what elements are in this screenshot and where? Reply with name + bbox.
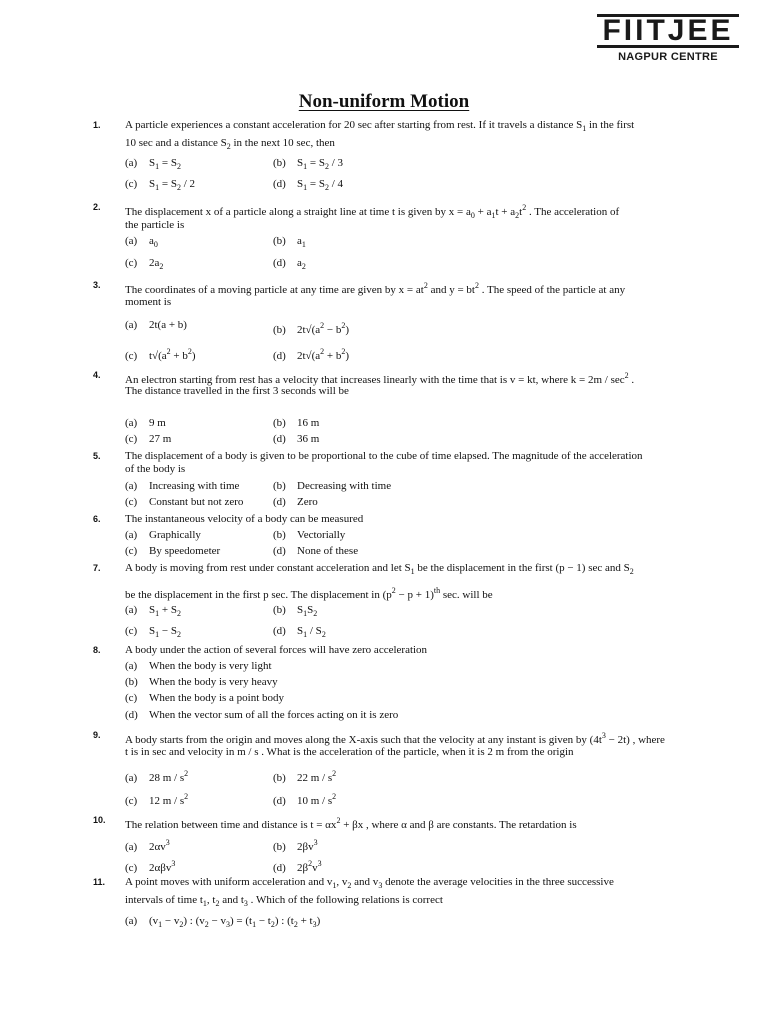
option-label: (b) [125,676,138,688]
option-label: (d) [273,257,286,269]
option-label: (d) [273,862,286,874]
option-text: When the body is very light [149,660,272,672]
option-label: (a) [125,660,138,672]
option-text: 12 m / $s^2$ [149,792,189,807]
option-text: $S_1 - S_2$ [149,625,181,639]
answer-option[interactable] [125,496,243,509]
option-text: 36 m [297,433,320,445]
question-text: The coordinates of a moving particle at any time are given by $x = at^2$ and $y = bt^2$ . The speed of the particle at any [125,281,626,296]
answer-option[interactable] [273,836,318,854]
question-number: 5. [93,451,101,461]
option-text: $2a_2$ [149,257,164,271]
answer-option[interactable] [125,709,398,722]
option-text: Zero [297,496,318,508]
option-label: (a) [125,915,138,927]
option-label: (d) [273,433,286,445]
question-text: An electron starting from rest has a velocity that increases linearly with the time that is v = kt, where $k = 2m / \sec^2$ . [125,371,635,386]
question-number: 9. [93,730,101,740]
option-label: (c) [125,795,138,807]
option-text: When the body is very heavy [149,676,278,688]
option-label: (a) [125,417,138,429]
option-text: $S_1 = S_2 / 4$ [297,178,344,192]
option-text: Constant but not zero [149,496,244,508]
option-label: (c) [125,692,138,704]
option-text: When the vector sum of all the forces acting on it is zero [149,709,399,721]
option-text: 2αβv$^3$ [149,859,176,874]
answer-option[interactable] [273,235,306,251]
question-number: 4. [93,370,101,380]
question-text: The distance travelled in the first 3 seconds will be [125,385,349,397]
option-text: $S_1S_2$ [297,604,318,618]
option-label: (a) [125,157,138,169]
option-label: (c) [125,545,138,557]
question-number: 3. [93,280,101,290]
answer-option[interactable] [125,836,170,854]
option-text: $S_1 = S_2 / 2$ [149,178,196,192]
question-text: intervals of time $t_1$, $t_2$ and $t_3$ . Which of the following relations is correct [125,894,443,908]
option-text: Increasing with time [149,480,240,492]
answer-option[interactable] [273,319,349,337]
answer-option[interactable] [273,178,343,194]
question-number: 7. [93,563,101,573]
fiitjee-logo [597,14,739,63]
answer-option[interactable] [125,692,284,705]
option-text: $a_1$ [297,235,306,249]
option-text: $S_1 + S_2$ [149,604,181,618]
option-label: (a) [125,772,138,784]
answer-option[interactable] [125,178,195,194]
option-text: 22 m / $s^2$ [297,769,337,784]
answer-option[interactable] [273,529,345,542]
question-number: 10. [93,815,106,825]
answer-option[interactable] [125,604,181,620]
question-number: 11. [93,877,106,887]
option-text: None of these [297,545,359,557]
answer-option[interactable] [125,235,158,251]
question-text: A body under the action of several forces will have zero acceleration [125,644,428,656]
answer-option[interactable] [273,345,349,363]
option-label: (d) [273,350,286,362]
question-number: 8. [93,645,101,655]
option-label: (b) [273,235,286,247]
option-text: When the body is a point body [149,692,285,704]
option-text: $S_1 = S_2$ [149,157,181,171]
option-label: (b) [273,772,286,784]
answer-option[interactable] [125,529,201,542]
option-text: 9 m [149,417,166,429]
question-number: 2. [93,202,101,212]
answer-option[interactable] [125,480,239,493]
answer-option[interactable] [125,767,188,785]
answer-option[interactable] [125,257,163,273]
option-label: (c) [125,350,138,362]
question-text: 10 sec and a distance $S_2$ in the next 10 sec, then [125,137,335,151]
question-text: moment is [125,296,172,308]
option-label: (a) [125,480,138,492]
option-label: (b) [273,417,286,429]
option-label: (c) [125,625,138,637]
option-label: (c) [125,433,138,445]
question-text: The instantaneous velocity of a body can be measured [125,513,364,525]
option-text: $a_0$ [149,235,158,249]
question-text: The displacement of a body is given to be proportional to the cube of time elapsed. The magnitude of the acceleration [125,450,643,462]
option-label: (b) [273,324,286,336]
question-number: 6. [93,514,101,524]
question-number: 1. [93,120,101,130]
answer-option[interactable] [273,480,391,493]
option-label: (a) [125,604,138,616]
question-text: A body starts from the origin and moves along the X-axis such that the velocity at any instant is given by $(4t^3 - 2t)$ , where [125,731,665,746]
answer-option[interactable] [125,660,272,673]
option-text: Vectorially [297,529,346,541]
question-text: of the body is [125,463,186,475]
option-text: $(v_1 - v_2)$ : $(v_2 - v_3) = (t_1 - t_2)$ : $(t_2 + t_3)$ [149,915,321,929]
option-text: $2t√(a^2 - b^2)$ [297,321,350,336]
option-text: $2\beta v^3$ [297,838,318,853]
option-label: (b) [273,604,286,616]
option-text: $2\beta^2v^3$ [297,859,322,874]
option-text: Decreasing with time [297,480,392,492]
question-text: the particle is [125,219,185,231]
option-label: (d) [273,545,286,557]
answer-option[interactable] [125,319,187,332]
option-text: 27 m [149,433,172,445]
option-label: (d) [125,709,138,721]
option-label: (a) [125,319,138,331]
option-label: (c) [125,496,138,508]
answer-option[interactable] [273,767,336,785]
logo-wordmark: FIITJEE [597,14,739,48]
question-text: The displacement x of a particle along a straight line at time t is given by $x = a_0 + a_1t + a_2t^2$ . The acceleration of [125,203,620,220]
answer-option[interactable] [125,157,181,173]
answer-option[interactable] [125,417,166,430]
option-label: (a) [125,529,138,541]
answer-option[interactable] [125,857,175,875]
answer-option[interactable] [125,625,181,641]
option-label: (a) [125,841,138,853]
answer-option[interactable] [273,417,319,430]
answer-option[interactable] [125,915,320,931]
option-label: (c) [125,257,138,269]
question-text: A body is moving from rest under constant acceleration and let $S_1$ be the displacement in the first (p − 1) sec and $S_2$ [125,562,634,576]
option-text: $t√(a^2 + b^2)$ [149,347,196,362]
option-label: (b) [273,841,286,853]
option-label: (b) [273,480,286,492]
question-text: A particle experiences a constant acceleration for 20 sec after starting from rest. If it travels a distance $S_1$ in the first [125,119,635,133]
answer-option[interactable] [125,433,171,446]
answer-option[interactable] [273,157,343,173]
answer-option[interactable] [273,857,322,875]
option-label: (c) [125,862,138,874]
question-text: t is in sec and velocity in m / s . What is the acceleration of the particle, when it is 2 m from the origin [125,746,574,758]
option-text: 2t(a + b) [149,319,187,331]
answer-option[interactable] [125,676,278,689]
option-text: $a_2$ [297,257,306,271]
option-text: $S_1 / S_2$ [297,625,326,639]
page-title: Non-uniform Motion [298,91,470,112]
option-label: (d) [273,496,286,508]
option-text: 16 m [297,417,320,429]
option-text: 28 m / $s^2$ [149,769,189,784]
option-text: 10 m / $s^2$ [297,792,337,807]
option-label: (b) [273,529,286,541]
option-label: (a) [125,235,138,247]
logo-centre-name: NAGPUR CENTRE [618,51,718,63]
option-label: (d) [273,625,286,637]
answer-option[interactable] [273,545,358,558]
answer-option[interactable] [273,790,336,808]
answer-option[interactable] [273,604,317,620]
answer-option[interactable] [273,257,306,273]
question-text: be the displacement in the first p sec. The displacement in $(p^2 - p + 1)^{th}$ sec. will be [125,586,493,601]
option-label: (d) [273,178,286,190]
answer-option[interactable] [273,433,319,446]
question-text: A point moves with uniform acceleration and $v_1$, $v_2$ and $v_3$ denote the average velocities in the three successive [125,876,614,890]
question-text: The relation between time and distance is $t = \alpha x^2 + \beta x$ , where α and β are constants. The retardation is [125,816,577,831]
answer-option[interactable] [273,625,326,641]
option-text: $2\alpha v^3$ [149,838,170,853]
option-label: (d) [273,795,286,807]
option-label: (c) [125,178,138,190]
answer-option[interactable] [125,345,196,363]
option-label: (b) [273,157,286,169]
option-text: Graphically [149,529,201,541]
answer-option[interactable] [273,496,318,509]
option-text: By speedometer [149,545,221,557]
answer-option[interactable] [125,545,220,558]
answer-option[interactable] [125,790,188,808]
option-text: $S_1 = S_2 / 3$ [297,157,344,171]
option-text: $2t√(a^2 + b^2)$ [297,347,350,362]
